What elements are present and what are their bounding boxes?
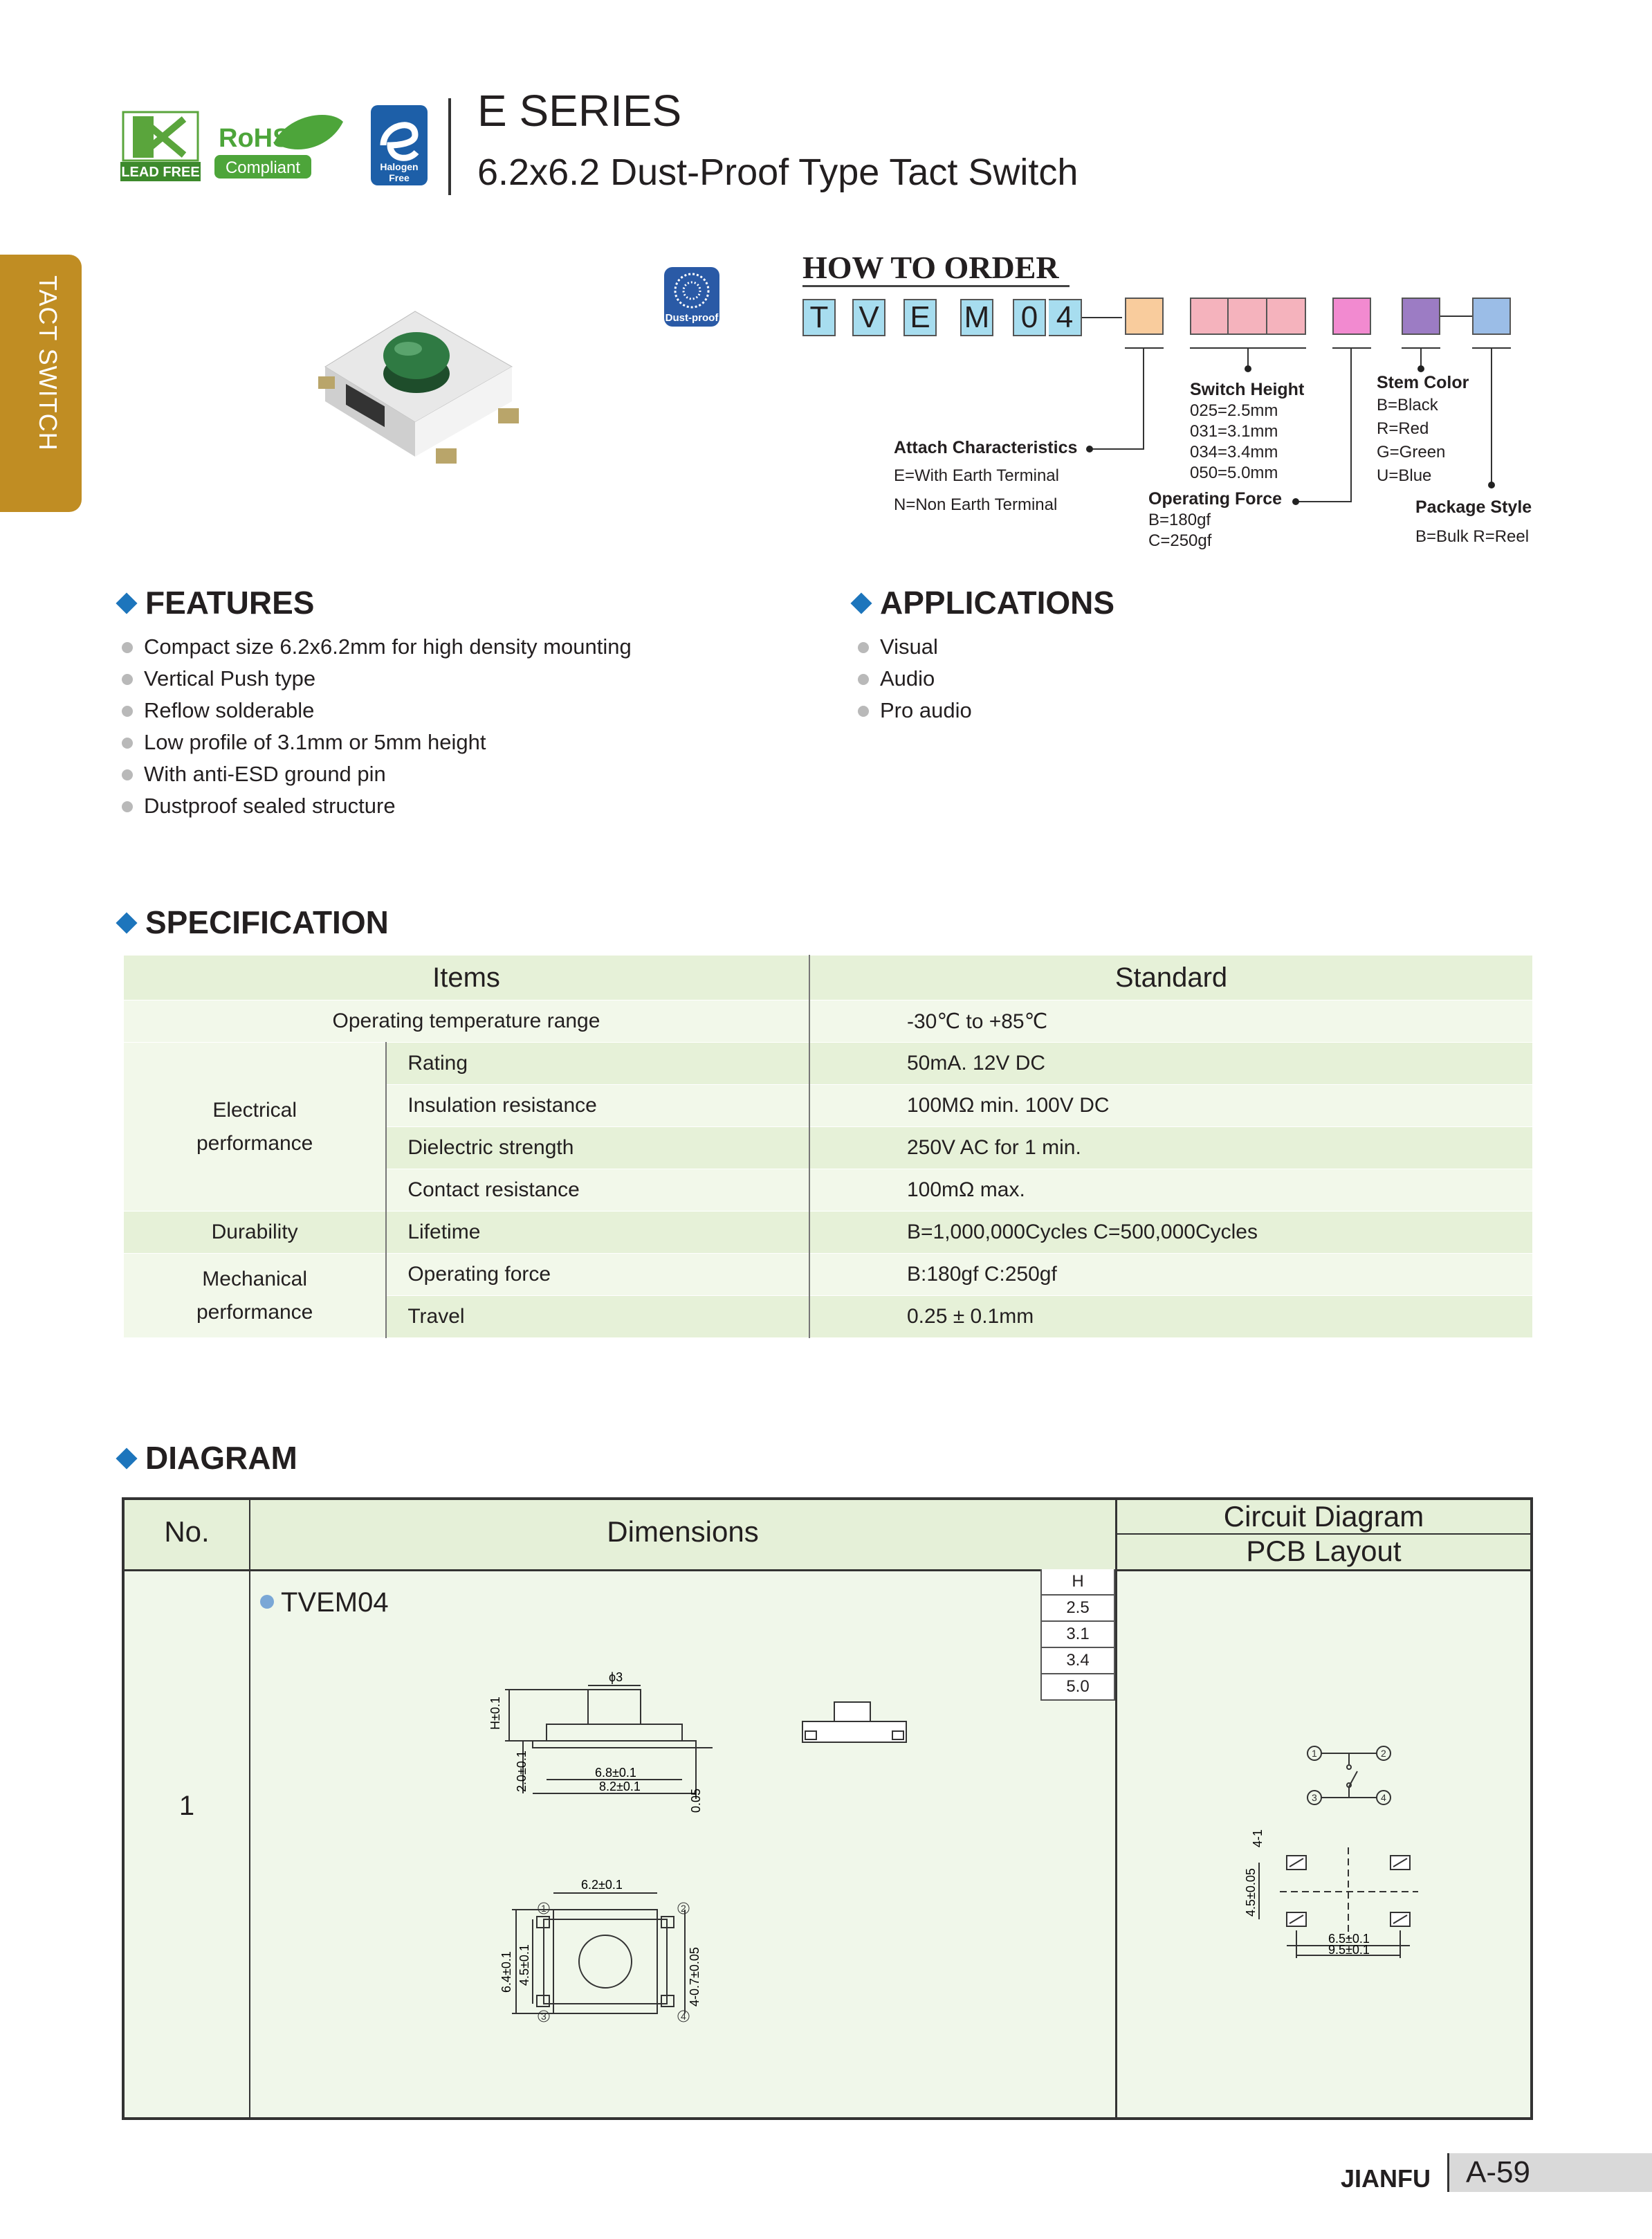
- height-dot: [1245, 365, 1251, 372]
- col-no: No.: [164, 1515, 210, 1548]
- halogen-free-text: Free: [389, 172, 410, 183]
- pcb-dim-4-1: 4-1: [1251, 1829, 1265, 1847]
- dim-2-0: 2.0±0.1: [515, 1751, 529, 1792]
- pin-1: 1: [541, 1903, 547, 1914]
- group-electrical: [124, 1043, 387, 1212]
- specification-title: SPECIFICATION: [116, 904, 389, 941]
- pin-2: 2: [681, 1903, 686, 1914]
- force-option: B=180gf: [1148, 511, 1211, 529]
- force-code-box: [1332, 298, 1371, 335]
- side-view-drawing: [477, 1661, 713, 1820]
- col-circuit: Circuit Diagram: [1223, 1500, 1424, 1533]
- contact-label: Contact resistance: [386, 1169, 809, 1212]
- group-mechanical: [124, 1254, 387, 1338]
- temp-value: -30℃ to +85℃: [809, 1000, 1533, 1043]
- attach-option: E=With Earth Terminal: [894, 466, 1059, 485]
- diagram-col-line-2: [1115, 1497, 1117, 2120]
- feature-item: Vertical Push type: [122, 663, 632, 695]
- insulation-label: Insulation resistance: [386, 1085, 809, 1127]
- operating-force: [1148, 488, 1282, 551]
- stem-option: R=Red: [1377, 419, 1429, 438]
- package-leader: [1491, 347, 1492, 484]
- h-table-cell: 5.0: [1066, 1677, 1090, 1696]
- package-dot: [1488, 482, 1495, 488]
- side-tab-label: TACT SWITCH: [34, 275, 62, 451]
- col-pcb: PCB Layout: [1246, 1535, 1402, 1567]
- code-dash-2: [1440, 316, 1472, 317]
- travel-label: Travel: [386, 1296, 809, 1338]
- stem-dot: [1417, 365, 1424, 372]
- circuit-pin-1: 1: [1312, 1748, 1317, 1759]
- group-mechanical-line: performance: [196, 1300, 313, 1324]
- code-letter-v: V: [852, 299, 885, 336]
- h-table: [1040, 1569, 1115, 1701]
- series-subtitle: 6.2x6.2 Dust-Proof Type Tact Switch: [477, 152, 1079, 193]
- package-label: Package Style: [1415, 497, 1532, 517]
- dim-4-0-7: 4-0.7±0.05: [688, 1947, 701, 2007]
- attach-tick: [1125, 347, 1164, 349]
- dim-6-8: 6.8±0.1: [595, 1766, 636, 1780]
- stem-color: [1377, 372, 1469, 486]
- contact-value: 100mΩ max.: [809, 1169, 1533, 1212]
- pcb-dim-4-5: 4.5±0.05: [1244, 1868, 1258, 1917]
- col-items: Items: [124, 956, 809, 1000]
- attach-option: N=Non Earth Terminal: [894, 495, 1058, 514]
- circuit-pin-3: 3: [1312, 1792, 1317, 1803]
- pcb-layout: [1238, 1799, 1439, 1965]
- footer-brand: JIANFU: [1341, 2164, 1431, 2193]
- dielectric-value: 250V AC for 1 min.: [809, 1127, 1533, 1169]
- lead-free-text: LEAD FREE: [121, 165, 200, 180]
- stem-option: B=Black: [1377, 396, 1438, 414]
- attach-code-box: [1125, 298, 1164, 335]
- top-view-drawing: [477, 1868, 713, 2048]
- dim-0-05: 0.05: [689, 1788, 703, 1813]
- stem-code-box: [1402, 298, 1440, 335]
- group-electrical-line: Electrical: [212, 1098, 297, 1122]
- feature-item: With anti-ESD ground pin: [122, 758, 632, 790]
- dust-proof-text: Dust-proof: [665, 312, 719, 324]
- package-style: [1415, 497, 1532, 547]
- application-item: Pro audio: [858, 695, 972, 726]
- side-tab: [0, 255, 82, 512]
- temp-label: Operating temperature range: [124, 1000, 809, 1043]
- force-option: C=250gf: [1148, 531, 1212, 550]
- force-dot: [1292, 498, 1299, 505]
- stem-option: G=Green: [1377, 443, 1446, 461]
- force-label: Operating Force: [1148, 489, 1283, 509]
- features-title: FEATURES: [116, 584, 315, 621]
- footer-page-number: A-59: [1447, 2153, 1652, 2192]
- dim-6-2: 6.2±0.1: [581, 1878, 623, 1892]
- col-standard: Standard: [809, 956, 1533, 1000]
- rohs-compliant-text: Compliant: [225, 158, 301, 177]
- model-name: TVEM04: [281, 1587, 389, 1618]
- height-label: Switch Height: [1190, 380, 1305, 399]
- h-table-cell: 3.4: [1042, 1648, 1114, 1674]
- height-option: 025=2.5mm: [1190, 401, 1278, 420]
- dim-phi: ϕ3: [609, 1670, 623, 1684]
- rohs-logo: [212, 108, 347, 183]
- pcb-dim-6-5: 6.5±0.1: [1328, 1932, 1370, 1946]
- switch-height: [1190, 379, 1304, 484]
- product-photo: [311, 304, 533, 477]
- attach-label: Attach Characteristics: [894, 438, 1078, 457]
- feature-item: Low profile of 3.1mm or 5mm height: [122, 726, 632, 758]
- dim-8-2: 8.2±0.1: [599, 1780, 641, 1793]
- code-letter-e: E: [903, 299, 937, 336]
- attach-characteristics: [894, 437, 1077, 515]
- group-electrical-line: performance: [196, 1131, 313, 1155]
- group-durability: Durability: [124, 1212, 387, 1254]
- travel-value: 0.25 ± 0.1mm: [809, 1296, 1533, 1338]
- code-letter-0: 0: [1013, 299, 1046, 336]
- force-value: B:180gf C:250gf: [809, 1254, 1533, 1296]
- how-to-order-title: HOW TO ORDER: [802, 250, 1059, 285]
- specification-table: [123, 955, 1533, 1338]
- code-letter-m: M: [960, 299, 993, 336]
- features-list: [122, 631, 632, 822]
- lifetime-label: Lifetime: [386, 1212, 809, 1254]
- lead-free-logo: [120, 109, 201, 183]
- row-no: 1: [178, 1791, 195, 1821]
- height-option: 031=3.1mm: [1190, 422, 1278, 441]
- code-letter-4: 4: [1049, 299, 1082, 336]
- attach-leader-v: [1143, 347, 1144, 450]
- h-table-cell: 3.1: [1042, 1622, 1114, 1648]
- series-title: E SERIES: [477, 86, 682, 136]
- model-bullet: [260, 1595, 274, 1609]
- attach-leader-h: [1092, 448, 1144, 450]
- applications-list: [858, 631, 972, 726]
- dim-4-5: 4.5±0.1: [517, 1944, 531, 1986]
- col-dimensions: Dimensions: [607, 1515, 759, 1548]
- rating-value: 50mA. 12V DC: [809, 1043, 1533, 1085]
- diagram-col-line-1: [249, 1497, 250, 2120]
- how-to-order-underline: [802, 285, 1070, 287]
- height-option: 034=3.4mm: [1190, 443, 1278, 461]
- h-table-cell: H: [1042, 1569, 1114, 1596]
- force-tick: [1332, 347, 1371, 349]
- rating-label: Rating: [386, 1043, 809, 1085]
- halogen-free-logo: [369, 104, 429, 187]
- package-option: B=Bulk R=Reel: [1415, 527, 1530, 546]
- height-code-box-1: [1190, 298, 1229, 335]
- feature-item: Reflow solderable: [122, 695, 632, 726]
- height-code-box-3: [1267, 298, 1306, 335]
- application-item: Visual: [858, 631, 972, 663]
- halogen-text: Halogen: [380, 161, 419, 172]
- dielectric-label: Dielectric strength: [386, 1127, 809, 1169]
- dust-proof-logo: [663, 266, 721, 328]
- code-dash: [1082, 317, 1122, 318]
- model-label: [260, 1587, 389, 1618]
- stem-option: U=Blue: [1377, 466, 1432, 485]
- force-label: Operating force: [386, 1254, 809, 1296]
- pin-4: 4: [681, 2011, 686, 2022]
- stem-label: Stem Color: [1377, 373, 1469, 392]
- circuit-pin-2: 2: [1381, 1748, 1386, 1759]
- force-leader-v: [1350, 347, 1352, 502]
- circuit-pin-4: 4: [1381, 1792, 1386, 1803]
- package-code-box: [1472, 298, 1511, 335]
- attach-dot: [1086, 446, 1093, 453]
- pin-3: 3: [541, 2011, 547, 2022]
- applications-title: APPLICATIONS: [851, 584, 1114, 621]
- h-table-cell: 2.5: [1042, 1596, 1114, 1622]
- feature-item: Compact size 6.2x6.2mm for high density mounting: [122, 631, 632, 663]
- header-divider: [448, 98, 451, 195]
- feature-item: Dustproof sealed structure: [122, 790, 632, 822]
- height-option: 050=5.0mm: [1190, 464, 1278, 482]
- diagram-title: DIAGRAM: [116, 1439, 297, 1477]
- insulation-value: 100MΩ min. 100V DC: [809, 1085, 1533, 1127]
- lifetime-value: B=1,000,000Cycles C=500,000Cycles: [809, 1212, 1533, 1254]
- side-view-small: [796, 1695, 913, 1751]
- force-leader-h: [1296, 501, 1352, 502]
- pcb-dim-9-5: 9.5±0.1: [1328, 1943, 1370, 1957]
- dim-6-4: 6.4±0.1: [499, 1951, 513, 1993]
- height-code-box-2: [1229, 298, 1267, 335]
- code-letter-t: T: [802, 299, 836, 336]
- group-mechanical-line: Mechanical: [202, 1267, 308, 1290]
- dim-h: H±0.1: [488, 1697, 502, 1730]
- application-item: Audio: [858, 663, 972, 695]
- diagram-header-line: [122, 1569, 1533, 1571]
- rohs-text: RoHS: [219, 124, 291, 153]
